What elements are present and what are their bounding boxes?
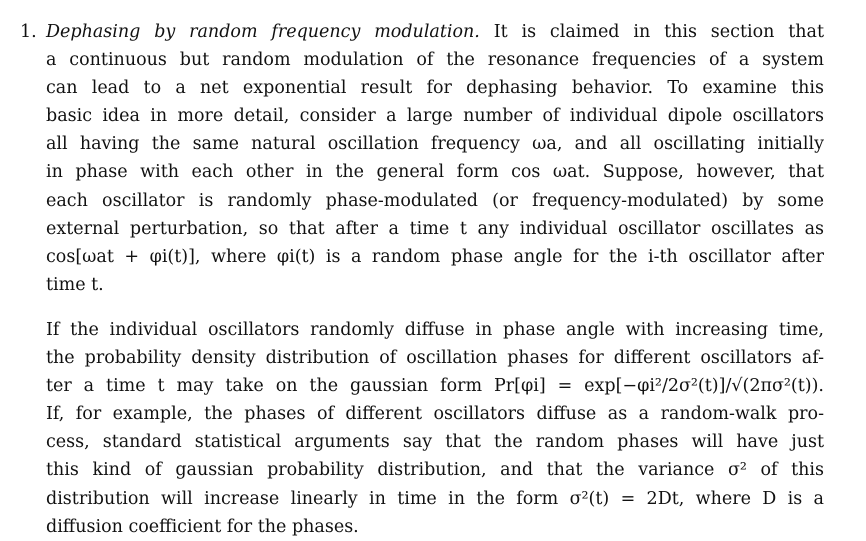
paragraph-2-line-4: If, for example, the phases of different oscillators diffuse as a random-walk pro- xyxy=(46,404,824,425)
paragraph-2-line-5: cess, standard statistical arguments say that the random phases will have just xyxy=(46,432,824,453)
paragraph-2-line-7: distribution will increase linearly in time in the form σ²(t) = 2Dt, where D is a xyxy=(46,488,824,509)
paragraph-1-line-5: all having the same natural oscillation frequency ωa, and all oscillating initially xyxy=(46,134,824,155)
paragraph-2-line-3: ter a time t may take on the gaussian form Pr[φi] = exp[−φi²/2σ²(t)]/√(2πσ²(t)). xyxy=(46,376,824,397)
paragraph-1-line-1-text: It is claimed in this section that xyxy=(479,22,824,42)
paragraph-1-line-4: basic idea in more detail, consider a large number of individual dipole oscillators xyxy=(46,106,824,127)
paragraph-2 xyxy=(46,316,824,541)
paragraph-1-line-6: in phase with each other in the general form cos ωat. Suppose, however, that xyxy=(46,162,824,183)
paragraph-2-line-1: If the individual oscillators randomly diffuse in phase angle with increasing time, xyxy=(46,320,824,340)
paragraph-1-line-10: time t. xyxy=(46,274,104,295)
paragraph-2-line-8: diffusion coefficient for the phases. xyxy=(46,516,359,537)
paragraph-1 xyxy=(46,18,824,299)
item-title: Dephasing by random frequency modulation. xyxy=(46,22,480,42)
paragraph-1-line-8: external perturbation, so that after a time t any individual oscillator oscillates as xyxy=(46,218,824,239)
paragraph-1-line-1 xyxy=(46,18,824,46)
paragraph-2-line-6: this kind of gaussian probability distribution, and that the variance σ² of this xyxy=(46,460,824,481)
paragraph-1-line-3: can lead to a net exponential result for dephasing behavior. To examine this xyxy=(46,78,824,99)
item-number: 1. xyxy=(20,22,37,42)
paragraph-1-line-7: each oscillator is randomly phase-modulated (or frequency-modulated) by some xyxy=(46,190,824,211)
paragraph-1-line-9: cos[ωat + φi(t)], where φi(t) is a random phase angle for the i-th oscillator after xyxy=(46,246,824,267)
paragraph-1-line-2: a continuous but random modulation of the resonance frequencies of a system xyxy=(46,50,824,71)
paragraph-2-line-2: the probability density distribution of oscillation phases for different oscillators af- xyxy=(46,348,824,369)
